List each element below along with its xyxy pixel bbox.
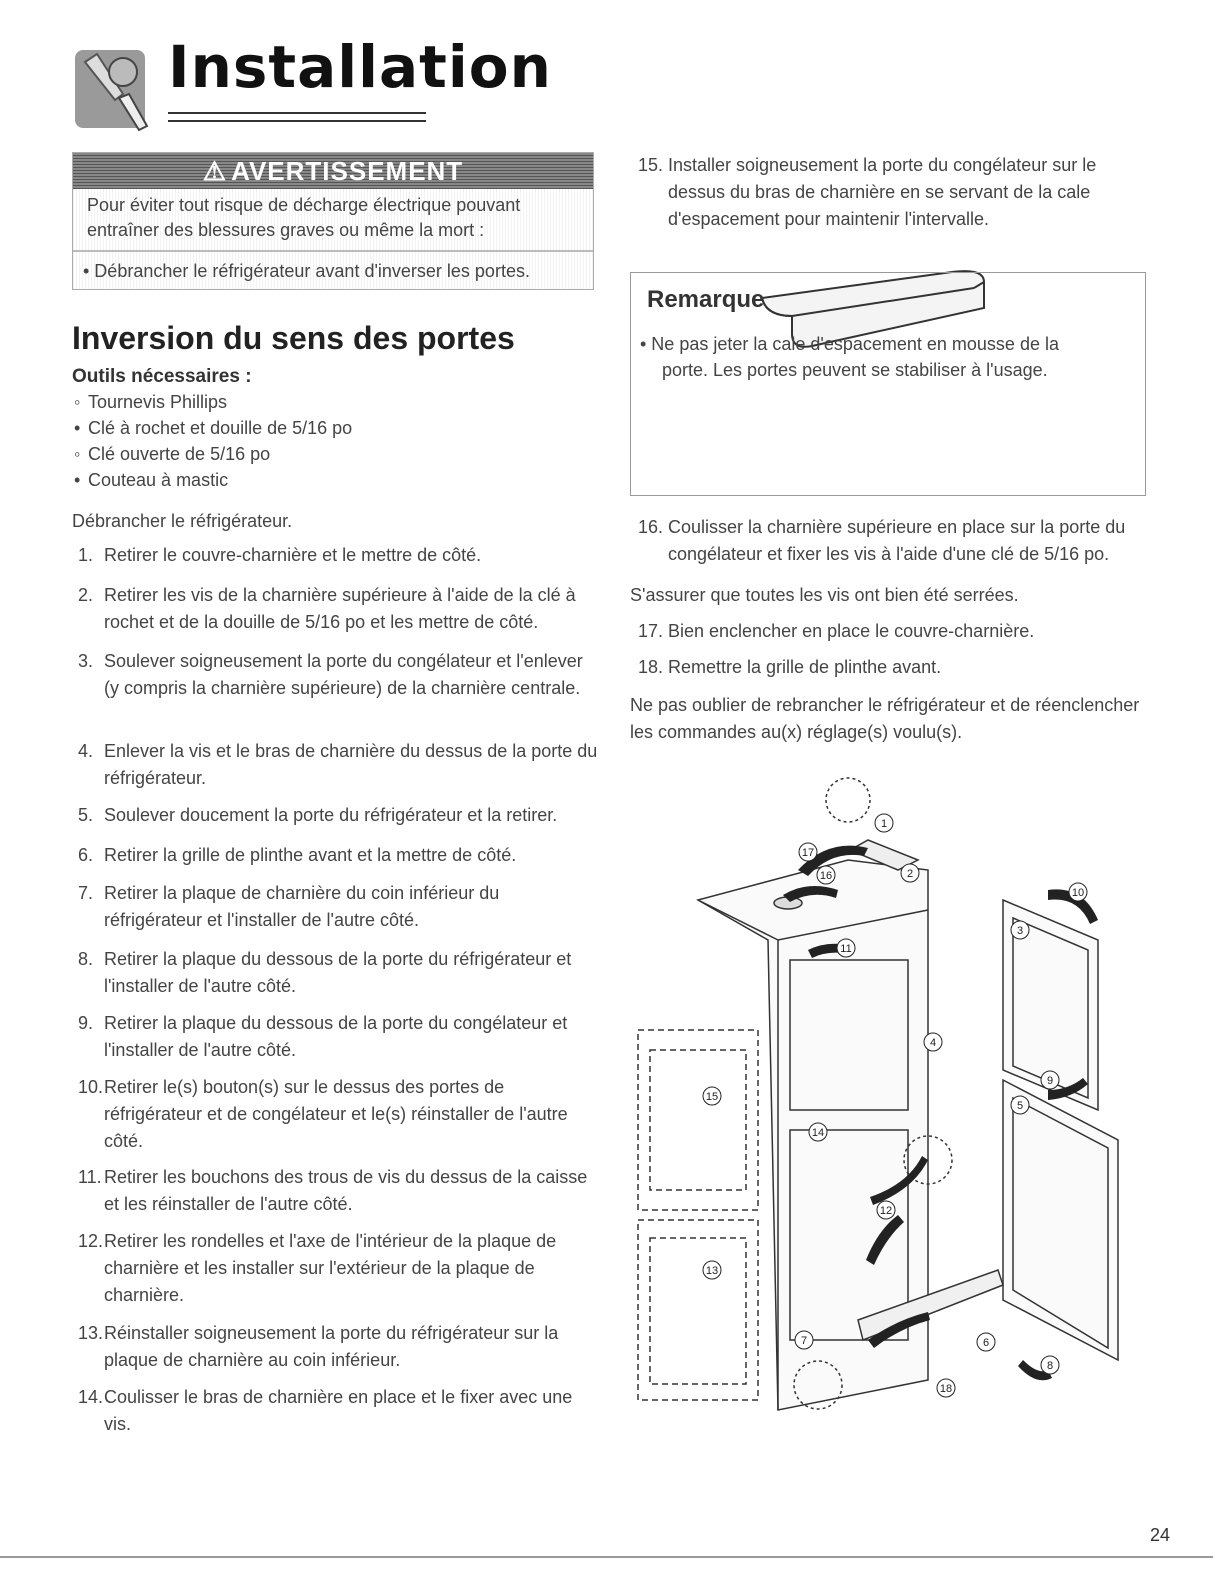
diagram-callout — [924, 1033, 942, 1051]
step-item: 4. Enlever la vis et le bras de charnière du dessus de la porte du réfrigérateur. — [78, 741, 598, 788]
tool-item: • Clé à rochet et douille de 5/16 po — [74, 418, 353, 438]
diagram-callout — [1011, 1096, 1029, 1114]
diagram-callout — [1011, 921, 1029, 939]
tools-heading: Outils nécessaires : — [72, 366, 252, 387]
note-heading: Remarque — [647, 286, 765, 313]
diagram-callout — [937, 1379, 955, 1397]
step-item: 8. Retirer la plaque du dessous de la porte du réfrigérateur et l'installer de l'autre côté. — [78, 949, 572, 996]
step-item: 5. Soulever doucement la porte du réfrigérateur et la retirer. — [78, 805, 558, 825]
note-text: porte. Les portes peuvent se stabiliser à l'usage. — [662, 360, 1048, 380]
section-heading: Inversion du sens des portes — [72, 320, 515, 356]
step-item: 10. Retirer le(s) bouton(s) sur le dessus des portes de réfrigérateur et de congélateur et le(s) réinstaller de l'autre côté. — [78, 1077, 568, 1151]
diagram-callout — [809, 1123, 827, 1141]
svg-text:6: 6 — [982, 1337, 990, 1349]
warning-title: AVERTISSEMENT — [231, 156, 464, 186]
warning-text: Pour éviter tout risque de décharge électrique pouvant — [87, 195, 521, 215]
intro-text: Débrancher le réfrigérateur. — [72, 511, 293, 531]
step-item: 14. Coulisser le bras de charnière en place et le fixer avec une vis. — [78, 1387, 573, 1434]
diagram-callout — [837, 939, 855, 957]
tool-item: ◦ Tournevis Phillips — [74, 392, 228, 412]
svg-text:9: 9 — [1046, 1075, 1054, 1087]
warning-header — [73, 153, 593, 189]
svg-text:11: 11 — [840, 943, 852, 955]
wrench-icon — [75, 42, 153, 134]
closing-text: Ne pas oublier de rebrancher le réfrigérateur et de réenclencher les commandes au(x) réglage(s) voulu(s). — [630, 695, 1140, 742]
page-number: 24 — [1150, 1525, 1171, 1545]
diagram-callout — [703, 1087, 721, 1105]
svg-text:8: 8 — [1046, 1360, 1054, 1372]
diagram-callout — [799, 843, 817, 861]
footer-rule — [0, 1556, 1213, 1558]
svg-text:7: 7 — [800, 1335, 808, 1347]
svg-text:4: 4 — [929, 1037, 937, 1049]
diagram-callout — [877, 1201, 895, 1219]
step-item: 6. Retirer la grille de plinthe avant et la mettre de côté. — [78, 845, 517, 865]
svg-text:15: 15 — [705, 1091, 719, 1103]
diagram-callout — [901, 864, 919, 882]
tool-item: ◦ Clé ouverte de 5/16 po — [74, 444, 271, 464]
svg-text:13: 13 — [705, 1265, 719, 1277]
step-item: 9. Retirer la plaque du dessous de la porte du congélateur et l'installer de l'autre côté. — [78, 1013, 568, 1060]
step-item: 16. Coulisser la charnière supérieure en place sur la porte du congélateur et fixer les vis à l'aide d'une clé de 5/16 po. — [638, 517, 1126, 564]
step-item: 15. Installer soigneusement la porte du congélateur sur le dessus du bras de charnière en se servant de la cale d'espacement pour maintenir l'intervalle. — [638, 155, 1097, 229]
warning-box — [72, 152, 594, 290]
step-item: 3. Soulever soigneusement la porte du congélateur et l'enlever (y compris la charnière supérieure) de la charnière centrale. — [78, 651, 583, 698]
note-text: • Ne pas jeter la cale d'espacement en mousse de la — [640, 334, 1059, 354]
door-reversal-diagram — [628, 760, 1168, 1420]
diagram-callout — [1069, 883, 1087, 901]
divider — [73, 250, 593, 252]
diagram-callout — [817, 866, 835, 884]
svg-text:3: 3 — [1016, 925, 1024, 937]
svg-text:2: 2 — [906, 868, 914, 880]
step-item: 17. Bien enclencher en place le couvre-charnière. — [638, 621, 1035, 641]
svg-text:18: 18 — [939, 1383, 953, 1395]
diagram-callout — [795, 1331, 813, 1349]
check-text: S'assurer que toutes les vis ont bien été serrées. — [630, 585, 1019, 605]
diagram-callout — [977, 1333, 995, 1351]
tool-item: • Couteau à mastic — [74, 470, 229, 490]
diagram-callout — [1041, 1356, 1059, 1374]
title-underline — [168, 112, 426, 122]
warning-triangle-icon: ⚠ — [202, 156, 228, 186]
svg-text:1: 1 — [880, 818, 888, 830]
step-item: 1. Retirer le couvre-charnière et le mettre de côté. — [78, 545, 482, 565]
svg-text:12: 12 — [879, 1205, 893, 1217]
page-title: Installation — [168, 33, 552, 101]
warning-text: entraîner des blessures graves ou même la mort : — [87, 220, 485, 240]
step-item: 13. Réinstaller soigneusement la porte du réfrigérateur sur la plaque de charnière au coin inférieur. — [78, 1323, 559, 1370]
svg-text:17: 17 — [801, 847, 815, 859]
svg-text:16: 16 — [819, 870, 833, 882]
diagram-callout — [875, 814, 893, 832]
diagram-callout — [703, 1261, 721, 1279]
step-item: 12. Retirer les rondelles et l'axe de l'intérieur de la plaque de charnière et les installer sur l'extérieur de la plaque de charnière. — [78, 1231, 557, 1305]
svg-text:5: 5 — [1016, 1100, 1024, 1112]
svg-text:10: 10 — [1071, 887, 1085, 899]
diagram-callout — [1041, 1071, 1059, 1089]
step-item: 11. Retirer les bouchons des trous de vis du dessus de la caisse et les réinstaller de l'autre côté. — [78, 1167, 588, 1214]
step-item: 7. Retirer la plaque de charnière du coin inférieur du réfrigérateur et l'installer de l'autre côté. — [78, 883, 500, 930]
svg-text:14: 14 — [811, 1127, 825, 1139]
step-item: 2. Retirer les vis de la charnière supérieure à l'aide de la clé à rochet et de la douille de 5/16 po et les mettre de côté. — [78, 585, 576, 632]
warning-bullet: • Débrancher le réfrigérateur avant d'inverser les portes. — [83, 261, 530, 281]
step-item: 18. Remettre la grille de plinthe avant. — [638, 657, 942, 677]
